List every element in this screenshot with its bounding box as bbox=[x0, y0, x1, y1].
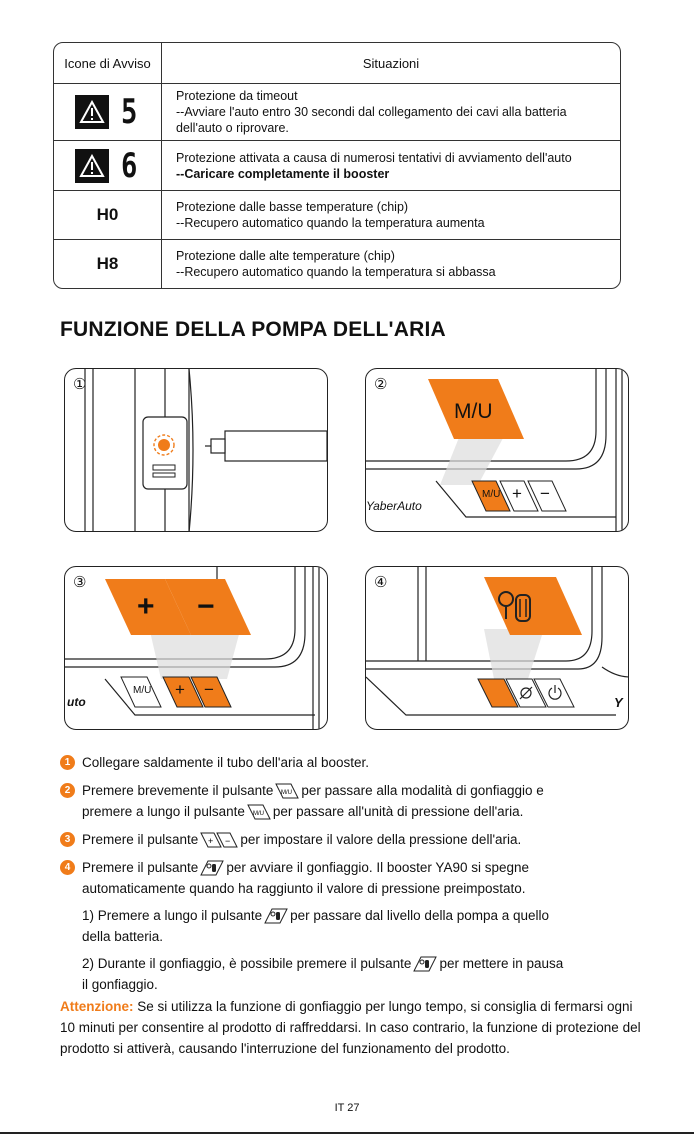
section-heading: FUNZIONE DELLA POMPA DELL'ARIA bbox=[60, 318, 446, 341]
row-desc: --Recupero automatico quando la temperatura aumenta bbox=[176, 216, 485, 230]
minus-button: − bbox=[540, 484, 550, 503]
step-text: per mettere in pausa bbox=[439, 956, 564, 971]
inflate-button-icon bbox=[263, 908, 289, 924]
plus-button: + bbox=[512, 484, 522, 503]
header-situations: Situazioni bbox=[362, 55, 420, 71]
mode-button-small: M/U bbox=[133, 685, 152, 696]
panel-number: ④ bbox=[374, 574, 388, 591]
row-title: Protezione dalle alte temperature (chip) bbox=[176, 249, 395, 263]
minus-button: − bbox=[204, 680, 214, 699]
illustration-panel-2 bbox=[365, 368, 629, 532]
step-4-sub-1 bbox=[60, 905, 640, 947]
illustration-panel-3 bbox=[64, 566, 328, 730]
attention-note bbox=[60, 996, 642, 1059]
brand-logo: uto bbox=[67, 695, 86, 709]
table-row bbox=[54, 240, 620, 288]
step-text: per passare dal livello della pompa a quello bbox=[290, 908, 550, 923]
illustration-panel-1 bbox=[64, 368, 328, 532]
mode-button-large: M/U bbox=[454, 400, 493, 423]
step-text: 2) Durante il gonfiaggio, è possibile premere il pulsante bbox=[82, 956, 412, 971]
svg-text:M/U: M/U bbox=[252, 811, 264, 818]
step-text: premere a lungo il pulsante bbox=[82, 804, 245, 819]
plus-button-large: + bbox=[137, 590, 155, 623]
mode-button-small: M/U bbox=[482, 489, 501, 500]
warning-triangle-icon bbox=[75, 149, 109, 183]
step-text: automaticamente quando ha raggiunto il valore di pressione preimpostato. bbox=[82, 881, 526, 896]
row-desc: --Caricare completamente il booster bbox=[176, 166, 390, 181]
step-text: Premere il pulsante bbox=[82, 832, 199, 847]
row-title: Protezione da timeout bbox=[176, 89, 298, 103]
mode-button-icon bbox=[274, 783, 300, 799]
minus-button-large: − bbox=[197, 590, 215, 623]
row-title: Protezione attivata a causa di numerosi tentativi di avviamento dell'auto bbox=[176, 150, 572, 165]
row-desc: --Avviare l'auto entro 30 secondi dal collegamento dei cavi alla batteria dell'auto o riprovare. bbox=[176, 105, 567, 135]
air-hose-connection-illustration bbox=[65, 369, 328, 532]
mode-button-icon bbox=[246, 804, 272, 820]
warning-code-cell: H8 bbox=[54, 240, 162, 288]
brand-logo: Y bbox=[614, 695, 623, 710]
step-text: per passare all'unità di pressione dell'aria. bbox=[272, 804, 524, 819]
attention-text: Se si utilizza la funzione di gonfiaggio per lungo tempo, si consiglia di fermarsi ogni 10 minuti per consentire al prodotto di raffreddarsi. In caso contrario, la funzione di protezione del prodotto si attiverà, causando l'interruzione del funzionamento del prodotto. bbox=[60, 999, 641, 1056]
table-row bbox=[54, 141, 620, 191]
page-number: IT 27 bbox=[334, 1102, 360, 1114]
step-4 bbox=[60, 857, 640, 899]
row-desc: --Recupero automatico quando la temperatura si abbassa bbox=[176, 265, 496, 279]
step-4-sub-2 bbox=[60, 953, 640, 995]
step-number: 1 bbox=[60, 755, 75, 770]
svg-text:M/U: M/U bbox=[281, 790, 293, 797]
panel-number: ① bbox=[73, 376, 87, 393]
row-title: Protezione dalle basse temperature (chip) bbox=[176, 200, 409, 214]
warning-triangle-icon bbox=[75, 95, 109, 129]
segment-digit: 6 bbox=[121, 145, 138, 186]
attention-label: Attenzione: bbox=[60, 999, 134, 1014]
step-text: Collegare saldamente il tubo dell'aria al booster. bbox=[82, 755, 370, 770]
plus-minus-button-icon bbox=[199, 832, 239, 848]
inflate-button-icon bbox=[199, 860, 225, 876]
step-text: 1) Premere a lungo il pulsante bbox=[82, 908, 263, 923]
warning-code-cell: H0 bbox=[54, 191, 162, 239]
step-number: 4 bbox=[60, 860, 75, 875]
panel-number: ③ bbox=[73, 574, 87, 591]
table-row bbox=[54, 84, 620, 141]
brand-logo: YaberAuto bbox=[366, 499, 422, 513]
step-number: 3 bbox=[60, 832, 75, 847]
step-3 bbox=[60, 829, 640, 850]
svg-text:−: − bbox=[225, 836, 231, 847]
segment-digit: 5 bbox=[121, 92, 138, 132]
step-1 bbox=[60, 752, 640, 773]
table-header bbox=[54, 43, 620, 84]
step-text: della batteria. bbox=[82, 929, 164, 944]
warning-code-cell bbox=[54, 84, 162, 140]
warning-code-cell bbox=[54, 141, 162, 190]
step-text: per avviare il gonfiaggio. Il booster YA90 si spegne bbox=[226, 860, 530, 875]
step-text: per impostare il valore della pressione dell'aria. bbox=[240, 832, 522, 847]
illustration-panel-4 bbox=[365, 566, 629, 730]
plus-button: + bbox=[175, 680, 185, 699]
warning-table bbox=[53, 42, 621, 289]
step-number: 2 bbox=[60, 783, 75, 798]
step-text: il gonfiaggio. bbox=[82, 977, 158, 992]
step-2 bbox=[60, 780, 640, 822]
svg-text:+: + bbox=[208, 836, 214, 847]
step-text: per passare alla modalità di gonfiaggio e bbox=[301, 783, 544, 798]
table-row bbox=[54, 191, 620, 240]
panel-number: ② bbox=[374, 376, 388, 393]
inflate-button-icon bbox=[412, 956, 438, 972]
step-text: Premere brevemente il pulsante bbox=[82, 783, 274, 798]
header-icons: Icone di Avviso bbox=[54, 43, 162, 83]
inflate-button-illustration bbox=[366, 567, 629, 730]
bottom-rule bbox=[0, 1132, 694, 1134]
instruction-steps bbox=[60, 752, 640, 995]
step-text: Premere il pulsante bbox=[82, 860, 199, 875]
